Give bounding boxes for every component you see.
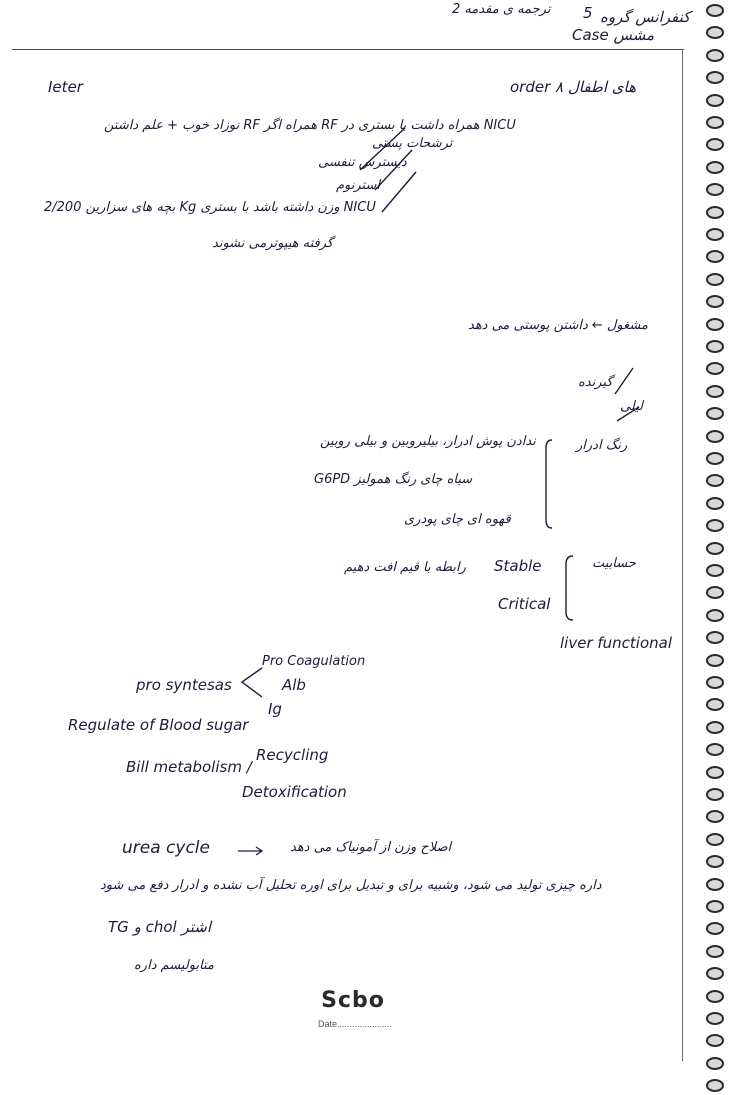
spiral-ring (706, 1057, 724, 1070)
spiral-ring (706, 94, 724, 107)
spiral-ring (706, 474, 724, 487)
spiral-ring (706, 497, 724, 510)
spiral-ring (706, 250, 724, 263)
spiral-ring (706, 26, 724, 39)
spiral-ring (706, 49, 724, 62)
spiral-ring (706, 228, 724, 241)
spiral-ring (706, 945, 724, 958)
group-item-1: ندادن پوش ادرار، بیلیروبین و بیلی روبین (320, 434, 536, 449)
spiral-ring (706, 340, 724, 353)
spiral-ring (706, 609, 724, 622)
pro-coagulation: Pro Coagulation (262, 654, 366, 669)
regulate-blood-sugar: Regulate of Blood sugar (68, 716, 249, 734)
spiral-ring (706, 855, 724, 868)
case-label: Case مشس (572, 26, 655, 44)
urea-cycle: urea cycle (122, 838, 210, 858)
spiral-ring (706, 1034, 724, 1047)
note-line-3: گرفته هیپوترمی نشوند (212, 236, 334, 251)
spiral-ring (706, 116, 724, 129)
date-label: Date...................... (318, 1019, 393, 1029)
state-stable-note: رابطه با قیم افت دهیم (344, 560, 466, 575)
header-rule (12, 49, 684, 50)
liver-functional: liver functional (560, 634, 673, 652)
brand-logo: Scbo (321, 988, 385, 1013)
margin-line (682, 49, 683, 1061)
group-label: رنگ ادرار (576, 438, 628, 453)
spiral-ring (706, 900, 724, 913)
spiral-ring (706, 519, 724, 532)
spiral-ring (706, 295, 724, 308)
ig: Ig (268, 700, 282, 718)
header-number: 5 (583, 4, 593, 22)
note-line-1: نوزاد خوب + علم داشتن RF همراه اگر RF همراه داشت با بستری در NICU (104, 118, 516, 133)
last-line: متابولیسم داره (134, 958, 214, 973)
spiral-ring (706, 766, 724, 779)
group-item-3: قهوه ای چای پودری (404, 512, 511, 527)
header-title: کنفرانس گروه (600, 8, 691, 26)
spiral-ring (706, 318, 724, 331)
spiral-ring (706, 71, 724, 84)
spiral-ring (706, 676, 724, 689)
spiral-ring (706, 385, 724, 398)
recycling: Recycling (256, 746, 329, 764)
list-a: گیرنده (578, 375, 613, 390)
spiral-ring (706, 721, 724, 734)
alb: Alb (282, 676, 306, 694)
note-line-1c: استرنوم (336, 178, 380, 193)
group-item-2: G6PD سیاه چای رنگ همولیز (314, 472, 473, 487)
pro-syntesas: pro syntesas (136, 676, 232, 694)
spiral-ring (706, 4, 724, 17)
spiral-ring (706, 990, 724, 1003)
spiral-ring (706, 833, 724, 846)
header-subtitle: ترجمه ی مقدمه 2 (452, 2, 551, 17)
spiral-ring (706, 138, 724, 151)
spiral-ring (706, 743, 724, 756)
bill-metabolism: Bill metabolism / (126, 758, 252, 776)
note-line-1a: ترشحات پستی (372, 136, 453, 151)
spiral-ring (706, 430, 724, 443)
spiral-ring (706, 631, 724, 644)
urea-note: اصلاح وزن از آمونیاک می دهد (290, 840, 452, 855)
note-line-2: بچه های سزارین 2/200 Kg وزن داشته باشد با بستری NICU (44, 200, 376, 215)
spiral-ring (706, 273, 724, 286)
spiral-ring (706, 586, 724, 599)
spiral-ring (706, 698, 724, 711)
spiral-ring (706, 878, 724, 891)
spiral-ring (706, 564, 724, 577)
spiral-ring (706, 922, 724, 935)
note-line-4: مشغول ← داشتن پوستی می دهد (468, 318, 648, 333)
note-long: داره چیزی تولید می شود، وشبیه برای و تبدیل برای اوره تحلیل آب نشده و ادرار دفع می شود (100, 878, 602, 893)
spiral-ring (706, 654, 724, 667)
state-stable: Stable (494, 557, 542, 575)
spiral-ring (706, 407, 724, 420)
state-critical: Critical (498, 595, 551, 613)
tg-chol: TG و chol اشتر (108, 918, 211, 936)
spiral-ring (706, 161, 724, 174)
detoxification: Detoxification (242, 783, 347, 801)
letter-left: Ieter (48, 78, 83, 96)
spiral-ring (706, 362, 724, 375)
note-line-1b: دیسترس تنفسی (318, 155, 407, 170)
spiral-ring (706, 206, 724, 219)
spiral-ring (706, 542, 724, 555)
spiral-binding (704, 0, 728, 1095)
state-label: حسابیت (592, 556, 636, 571)
list-b: لیلی (620, 399, 644, 414)
spiral-ring (706, 810, 724, 823)
spiral-ring (706, 1012, 724, 1025)
spiral-ring (706, 967, 724, 980)
spiral-ring (706, 183, 724, 196)
spiral-ring (706, 452, 724, 465)
spiral-ring (706, 788, 724, 801)
orders-title: order های اطفال ۸ (510, 78, 637, 96)
spiral-ring (706, 1079, 724, 1092)
